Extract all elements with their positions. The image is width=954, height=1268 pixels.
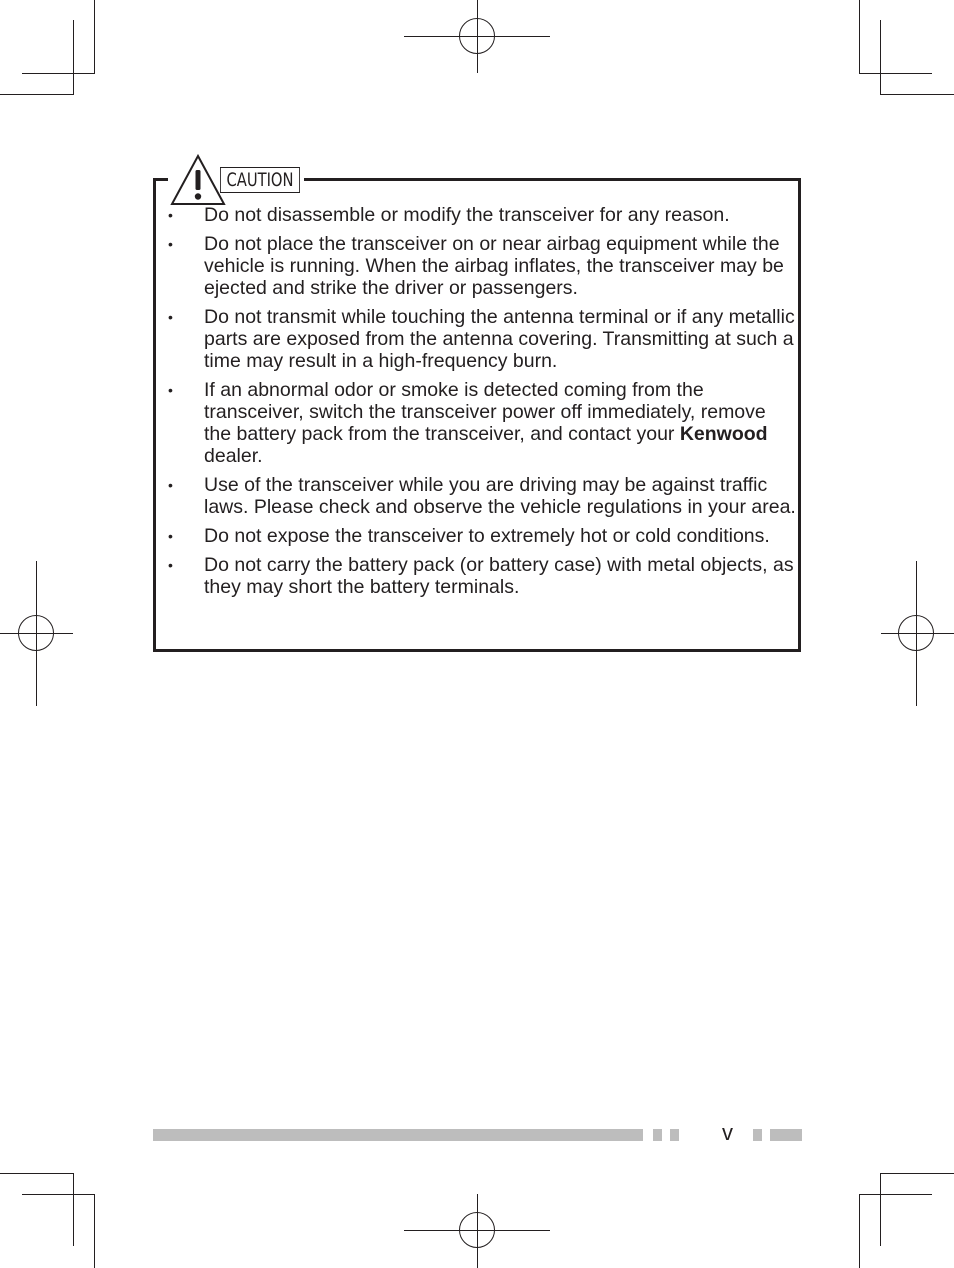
list-item: • Do not place the transceiver on or near airbag equipment while the vehicle is running. When the airbag inflates, the transceiver may be ejected and strike the driver or passengers.	[168, 233, 784, 299]
item-text: Do not expose the transceiver to extremely hot or cold conditions.	[204, 525, 770, 547]
list-item: • Do not transmit while touching the antenna terminal or if any metallic parts are exposed from the antenna covering. Transmitting at such a time may result in a high-frequency burn.	[168, 306, 795, 372]
footer-block	[670, 1129, 679, 1141]
item-text: Use of the transceiver while you are driving may be against traffic laws. Please check and observe the vehicle regulations in your area.	[204, 474, 796, 518]
list-item: • Use of the transceiver while you are driving may be against traffic laws. Please check and observe the vehicle regulations in your area.	[168, 474, 796, 518]
footer-bar	[770, 1129, 802, 1141]
item-text-before: If an abnormal odor or smoke is detected coming from the transceiver, switch the transceiver power off immediately, remove the battery pack from the transceiver, and contact your	[204, 379, 766, 445]
caution-list	[166, 204, 796, 605]
item-text: Do not carry the battery pack (or battery case) with metal objects, as they may short the battery terminals.	[204, 554, 794, 598]
list-item: • If an abnormal odor or smoke is detected coming from the transceiver, switch the transceiver power off immediately, remove the battery pack from the transceiver, and contact your Kenwood dealer.	[168, 379, 768, 467]
footer-block	[753, 1129, 762, 1141]
item-text: Do not place the transceiver on or near airbag equipment while the vehicle is running. When the airbag inflates, the transceiver may be ejected and strike the driver or passengers.	[204, 233, 784, 299]
item-text-after: dealer.	[204, 445, 263, 467]
list-item: • Do not carry the battery pack (or battery case) with metal objects, as they may short the battery terminals.	[168, 554, 794, 598]
brand-name: Kenwood	[679, 423, 768, 445]
item-text: Do not disassemble or modify the transceiver for any reason.	[204, 204, 730, 226]
footer-bar	[153, 1129, 643, 1141]
warning-triangle-icon	[168, 152, 228, 208]
caution-label: CAUTION	[220, 167, 300, 193]
page-number: v	[722, 1120, 733, 1145]
footer-block	[653, 1129, 662, 1141]
item-text: Do not transmit while touching the antenna terminal or if any metallic parts are exposed from the antenna covering. Transmitting at such a time may result in a high-frequency burn.	[204, 306, 795, 372]
list-item: • Do not disassemble or modify the transceiver for any reason.	[168, 204, 730, 226]
list-item: • Do not expose the transceiver to extremely hot or cold conditions.	[168, 525, 770, 547]
